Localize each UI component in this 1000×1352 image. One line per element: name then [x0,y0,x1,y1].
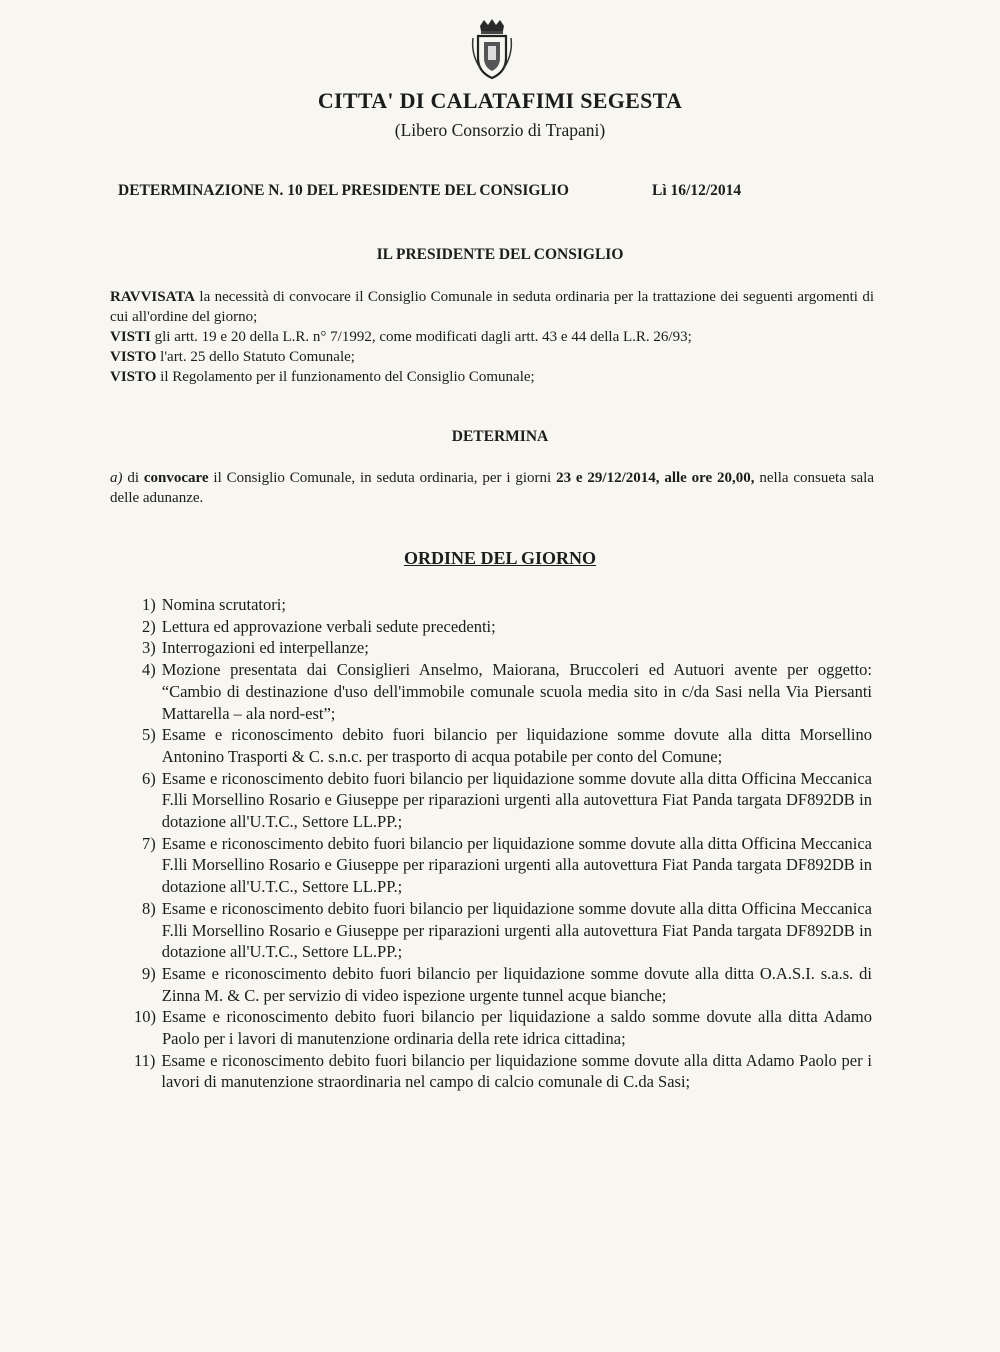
agenda-item-text: Esame e riconoscimento debito fuori bilancio per liquidazione a saldo somme dovute alla ditta Adamo Paolo per i lavori di manutenzione ordinaria della rete idrica cittadina; [162,1007,872,1049]
visti-text: gli artt. 19 e 20 della L.R. n° 7/1992, come modificati dagli artt. 43 e 44 della L.R. 26/93; [150,329,692,345]
determina-text-2: il Consiglio Comunale, in seduta ordinaria, per i giorni [208,470,557,486]
ravvisata-paragraph [110,287,874,327]
determina-dates: 23 e 29/12/2014, alle ore 20,00, [556,470,755,486]
agenda-item [142,659,872,724]
visto-statuto-label: VISTO [110,349,157,365]
agenda-item-text: Nomina scrutatori; [161,595,286,614]
visto-statuto-text: l'art. 25 dello Statuto Comunale; [156,349,355,365]
determina-text-3: nella consueta sala delle adunanze. [110,470,875,506]
determination-date: Lì 16/12/2014 [652,182,742,199]
agenda-item [142,768,872,833]
agenda-item [142,594,872,616]
determina-heading: DETERMINA [451,428,549,445]
ordine-del-giorno-heading: ORDINE DEL GIORNO [403,548,597,568]
agenda-item-number: 1) [142,595,156,614]
agenda-item [142,616,872,638]
agenda-item-number: 5) [142,725,156,745]
agenda-item-number: 9) [142,963,156,983]
visto-regolamento-text: il Regolamento per il funzionamento del Consiglio Comunale; [156,369,535,385]
agenda-item-text: Esame e riconoscimento debito fuori bilancio per liquidazione somme dovute alla ditta Officina Meccanica F.lli Morsellino Rosario e Giuseppe per riparazioni urgenti alla autovettura Fiat Panda targata DF892DB in dotazione all'U.T.C., Settore LL.PP.; [161,768,872,832]
agenda-item-number: 2) [142,616,156,636]
visti-paragraph [110,327,874,347]
agenda-item [134,1006,872,1049]
agenda-item-text: Esame e riconoscimento debito fuori bilancio per liquidazione somme dovute alla ditta O.A.S.I. s.a.s. di Zinna M. & C. per servizio di video ispezione urgente tunnel acque bianche; [161,963,872,1005]
agenda-item-text: Lettura ed approvazione verbali sedute precedenti; [161,616,496,636]
agenda-item-number: 4) [142,660,156,680]
visti-label: VISTI [110,329,151,345]
agenda-item [142,833,872,898]
agenda-item-number: 7) [142,833,156,853]
preamble [110,287,874,387]
province-name: (Libero Consorzio di Trapani) [394,120,606,140]
visto-regolamento-label: VISTO [110,369,157,385]
agenda-item-number: 10) [134,1007,156,1027]
determina-convocare: convocare [143,470,209,486]
coat-of-arms-icon [470,18,514,82]
ravvisata-label: RAVVISATA [110,289,196,305]
agenda-item-number: 6) [142,768,156,788]
agenda-item-text: Esame e riconoscimento debito fuori bilancio per liquidazione somme dovute alla ditta Officina Meccanica F.lli Morsellino Rosario e Giuseppe per riparazioni urgenti alla autovettura Fiat Panda targata DF892DB in dotazione all'U.T.C., Settore LL.PP.; [161,833,872,897]
town-name: CITTA' DI CALATAFIMI SEGESTA [317,88,683,113]
agenda-item [142,724,872,767]
agenda-item-text: Interrogazioni ed interpellanze; [161,638,369,658]
agenda-item-number: 11) [134,1050,156,1070]
determina-text-1: di [122,470,144,486]
agenda-item-text: Esame e riconoscimento debito fuori bilancio per liquidazione somme dovute alla ditta Officina Meccanica F.lli Morsellino Rosario e Giuseppe per riparazioni urgenti alla autovettura Fiat Panda targata DF892DB in dotazione all'U.T.C., Settore LL.PP.; [161,898,872,962]
agenda-item-text: Esame e riconoscimento debito fuori bilancio per liquidazione somme dovute alla ditta Morsellino Antonino Trasporti & C. s.n.c. per trasporto di acqua potabile per conto del Comune; [161,725,872,766]
agenda-item [134,1050,872,1093]
president-heading: IL PRESIDENTE DEL CONSIGLIO [376,246,624,263]
agenda-item [142,898,872,963]
agenda-item-number: 8) [142,898,156,918]
ravvisata-text: la necessità di convocare il Consiglio Comunale in seduta ordinaria per la trattazione dei seguenti argomenti di cui all'ordine del giorno; [110,289,874,325]
visto-regolamento-paragraph [110,367,874,387]
agenda-item-text: Esame e riconoscimento debito fuori bilancio per liquidazione somme dovute alla ditta Adamo Paolo per i lavori di manutenzione straordinaria nel campo di calcio comunale di C.da Sasi; [161,1050,872,1092]
determina-paragraph [110,468,874,508]
agenda-item [142,963,872,1006]
determination-title: DETERMINAZIONE N. 10 DEL PRESIDENTE DEL CONSIGLIO [118,182,569,199]
agenda-item-number: 3) [142,638,156,658]
agenda-item [142,637,872,659]
agenda-item-text: Mozione presentata dai Consiglieri Anselmo, Maiorana, Bruccoleri ed Autuori avente per oggetto: “Cambio di destinazione d'uso dell'immobile comunale scuola media sito in c/da Sasi nella Via Piersanti Mattarella – ala nord-est”; [161,660,872,723]
agenda-list [134,594,872,1093]
determina-letter: a) [110,470,123,486]
visto-statuto-paragraph [110,347,874,367]
